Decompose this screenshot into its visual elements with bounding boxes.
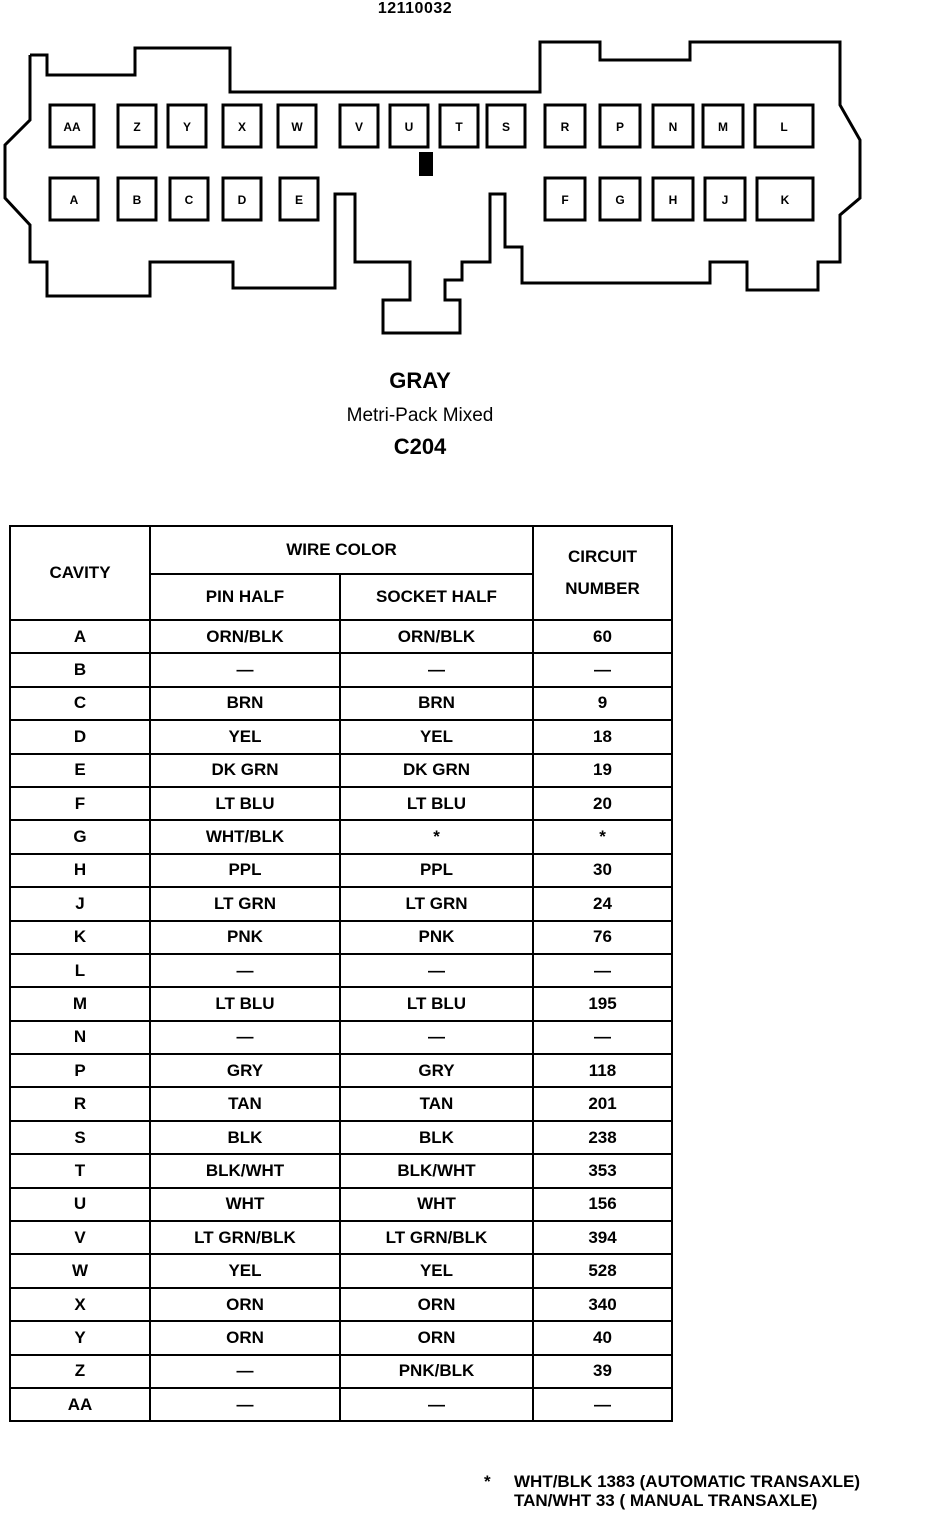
- cavity-label: F: [561, 193, 569, 207]
- cell-socket-half: *: [340, 820, 533, 853]
- cell-pin-half: —: [150, 653, 340, 686]
- table-row: [10, 1121, 672, 1154]
- table-row: [10, 1288, 672, 1321]
- cell-cavity: K: [10, 921, 150, 954]
- connector-color: GRAY: [389, 368, 451, 393]
- cell-socket-half: ORN: [340, 1288, 533, 1321]
- pinout-table-wrapper: [9, 525, 673, 1422]
- cavity-label: J: [721, 193, 729, 207]
- cell-cavity: J: [10, 887, 150, 920]
- footnote-line-2: TAN/WHT 33 ( MANUAL TRANSAXLE): [514, 1491, 818, 1510]
- table-row: [10, 1087, 672, 1120]
- cell-circuit: 39: [533, 1355, 672, 1388]
- table-row: [10, 854, 672, 887]
- cell-circuit: 24: [533, 887, 672, 920]
- cell-circuit: 60: [533, 620, 672, 653]
- cell-pin-half: LT BLU: [150, 987, 340, 1020]
- cavity-label: Y: [182, 120, 192, 134]
- table-row: [10, 620, 672, 653]
- header-wire-color: WIRE COLOR: [150, 526, 533, 574]
- cell-pin-half: BLK: [150, 1121, 340, 1154]
- table-row: [10, 1188, 672, 1221]
- cell-pin-half: DK GRN: [150, 754, 340, 787]
- cell-cavity: AA: [10, 1388, 150, 1421]
- cavity-label: U: [404, 120, 414, 134]
- cell-pin-half: —: [150, 1355, 340, 1388]
- cell-circuit: 40: [533, 1321, 672, 1354]
- cavity-label: R: [560, 120, 570, 134]
- cell-circuit: —: [533, 954, 672, 987]
- cell-pin-half: TAN: [150, 1087, 340, 1120]
- cell-circuit: 238: [533, 1121, 672, 1154]
- cell-cavity: U: [10, 1188, 150, 1221]
- cell-cavity: S: [10, 1121, 150, 1154]
- table-row: [10, 754, 672, 787]
- cell-socket-half: WHT: [340, 1188, 533, 1221]
- cell-circuit: 394: [533, 1221, 672, 1254]
- table-row: [10, 1254, 672, 1287]
- cell-pin-half: ORN: [150, 1321, 340, 1354]
- table-row: [10, 1054, 672, 1087]
- cell-cavity: E: [10, 754, 150, 787]
- cell-socket-half: LT BLU: [340, 787, 533, 820]
- cavity-label: L: [780, 120, 788, 134]
- cell-pin-half: —: [150, 1021, 340, 1054]
- cavity-label: Z: [133, 120, 141, 134]
- cavity-label: N: [668, 120, 678, 134]
- table-row: [10, 1154, 672, 1187]
- cavity-label: D: [237, 193, 247, 207]
- cavity-label: H: [668, 193, 678, 207]
- cell-socket-half: ORN/BLK: [340, 620, 533, 653]
- header-circuit-line1: CIRCUIT: [568, 547, 637, 566]
- header-pin-half: PIN HALF: [150, 574, 340, 620]
- cavity-label: K: [780, 193, 790, 207]
- cell-pin-half: WHT/BLK: [150, 820, 340, 853]
- footnote-line-1: WHT/BLK 1383 (AUTOMATIC TRANSAXLE): [514, 1472, 860, 1491]
- header-circuit-number: [533, 526, 672, 620]
- cell-pin-half: LT GRN: [150, 887, 340, 920]
- cavity-label: X: [237, 120, 247, 134]
- table-row: [10, 987, 672, 1020]
- cavity-label: AA: [63, 120, 81, 134]
- cell-cavity: M: [10, 987, 150, 1020]
- cavity-label: S: [501, 120, 511, 134]
- cell-pin-half: LT BLU: [150, 787, 340, 820]
- cell-cavity: H: [10, 854, 150, 887]
- cell-cavity: D: [10, 720, 150, 753]
- cell-cavity: W: [10, 1254, 150, 1287]
- cell-socket-half: —: [340, 1021, 533, 1054]
- table-row: [10, 1388, 672, 1421]
- cell-socket-half: TAN: [340, 1087, 533, 1120]
- cell-cavity: V: [10, 1221, 150, 1254]
- cell-pin-half: PNK: [150, 921, 340, 954]
- cell-pin-half: ORN: [150, 1288, 340, 1321]
- cavity-label: M: [718, 120, 728, 134]
- cell-pin-half: GRY: [150, 1054, 340, 1087]
- table-row: [10, 1021, 672, 1054]
- cell-cavity: N: [10, 1021, 150, 1054]
- header-circuit-line2: NUMBER: [565, 579, 640, 598]
- cell-circuit: —: [533, 653, 672, 686]
- cell-circuit: 195: [533, 987, 672, 1020]
- cell-socket-half: —: [340, 954, 533, 987]
- cell-socket-half: PNK/BLK: [340, 1355, 533, 1388]
- cell-circuit: 20: [533, 787, 672, 820]
- cell-circuit: 30: [533, 854, 672, 887]
- cell-socket-half: PNK: [340, 921, 533, 954]
- cavity-label: W: [291, 120, 303, 134]
- cell-cavity: X: [10, 1288, 150, 1321]
- table-row: [10, 1321, 672, 1354]
- cell-pin-half: —: [150, 954, 340, 987]
- cell-circuit: 156: [533, 1188, 672, 1221]
- cell-cavity: A: [10, 620, 150, 653]
- cell-socket-half: LT BLU: [340, 987, 533, 1020]
- cavity-label: P: [615, 120, 625, 134]
- cell-cavity: Z: [10, 1355, 150, 1388]
- cell-socket-half: YEL: [340, 720, 533, 753]
- connector-type: Metri-Pack Mixed: [346, 405, 494, 426]
- cell-pin-half: YEL: [150, 720, 340, 753]
- cell-cavity: B: [10, 653, 150, 686]
- table-row: [10, 687, 672, 720]
- cell-pin-half: BLK/WHT: [150, 1154, 340, 1187]
- cavity-label: V: [354, 120, 364, 134]
- cavity-label: A: [69, 193, 79, 207]
- connector-id: C204: [393, 434, 447, 459]
- header-socket-half: SOCKET HALF: [340, 574, 533, 620]
- cell-circuit: 19: [533, 754, 672, 787]
- cell-pin-half: YEL: [150, 1254, 340, 1287]
- cell-circuit: 201: [533, 1087, 672, 1120]
- table-row: [10, 887, 672, 920]
- cell-socket-half: BLK: [340, 1121, 533, 1154]
- cell-socket-half: YEL: [340, 1254, 533, 1287]
- cell-socket-half: DK GRN: [340, 754, 533, 787]
- cavity-label: G: [615, 193, 625, 207]
- table-row: [10, 921, 672, 954]
- table-row: [10, 1221, 672, 1254]
- cavity-label: B: [132, 193, 142, 207]
- cell-pin-half: —: [150, 1388, 340, 1421]
- cell-circuit: 353: [533, 1154, 672, 1187]
- cell-circuit: *: [533, 820, 672, 853]
- cell-cavity: C: [10, 687, 150, 720]
- cell-pin-half: LT GRN/BLK: [150, 1221, 340, 1254]
- cell-circuit: 118: [533, 1054, 672, 1087]
- cell-circuit: 340: [533, 1288, 672, 1321]
- cell-cavity: Y: [10, 1321, 150, 1354]
- pinout-table: [9, 525, 673, 1422]
- cell-circuit: 528: [533, 1254, 672, 1287]
- cell-cavity: P: [10, 1054, 150, 1087]
- cavity-label: T: [455, 120, 463, 134]
- cell-cavity: G: [10, 820, 150, 853]
- cell-socket-half: ORN: [340, 1321, 533, 1354]
- cell-circuit: —: [533, 1388, 672, 1421]
- cell-cavity: L: [10, 954, 150, 987]
- cell-circuit: 9: [533, 687, 672, 720]
- cell-socket-half: —: [340, 1388, 533, 1421]
- cell-pin-half: PPL: [150, 854, 340, 887]
- table-row: [10, 720, 672, 753]
- cell-cavity: F: [10, 787, 150, 820]
- cell-socket-half: —: [340, 653, 533, 686]
- footnote-mark: *: [484, 1472, 491, 1491]
- cell-circuit: 18: [533, 720, 672, 753]
- header-cavity: CAVITY: [10, 526, 150, 620]
- connector-diagram: [0, 0, 944, 345]
- cell-pin-half: BRN: [150, 687, 340, 720]
- table-row: [10, 820, 672, 853]
- table-row: [10, 1355, 672, 1388]
- cell-cavity: R: [10, 1087, 150, 1120]
- cell-socket-half: PPL: [340, 854, 533, 887]
- cell-socket-half: GRY: [340, 1054, 533, 1087]
- cell-circuit: 76: [533, 921, 672, 954]
- cell-socket-half: LT GRN: [340, 887, 533, 920]
- cell-socket-half: BLK/WHT: [340, 1154, 533, 1187]
- table-row: [10, 954, 672, 987]
- part-number: 12110032: [377, 0, 453, 17]
- cell-socket-half: BRN: [340, 687, 533, 720]
- cavity-label: E: [294, 193, 304, 207]
- table-row: [10, 653, 672, 686]
- cell-cavity: T: [10, 1154, 150, 1187]
- cell-pin-half: WHT: [150, 1188, 340, 1221]
- key-marker: [419, 152, 433, 176]
- cell-pin-half: ORN/BLK: [150, 620, 340, 653]
- cavity-label: C: [184, 193, 194, 207]
- table-row: [10, 787, 672, 820]
- cell-circuit: —: [533, 1021, 672, 1054]
- cell-socket-half: LT GRN/BLK: [340, 1221, 533, 1254]
